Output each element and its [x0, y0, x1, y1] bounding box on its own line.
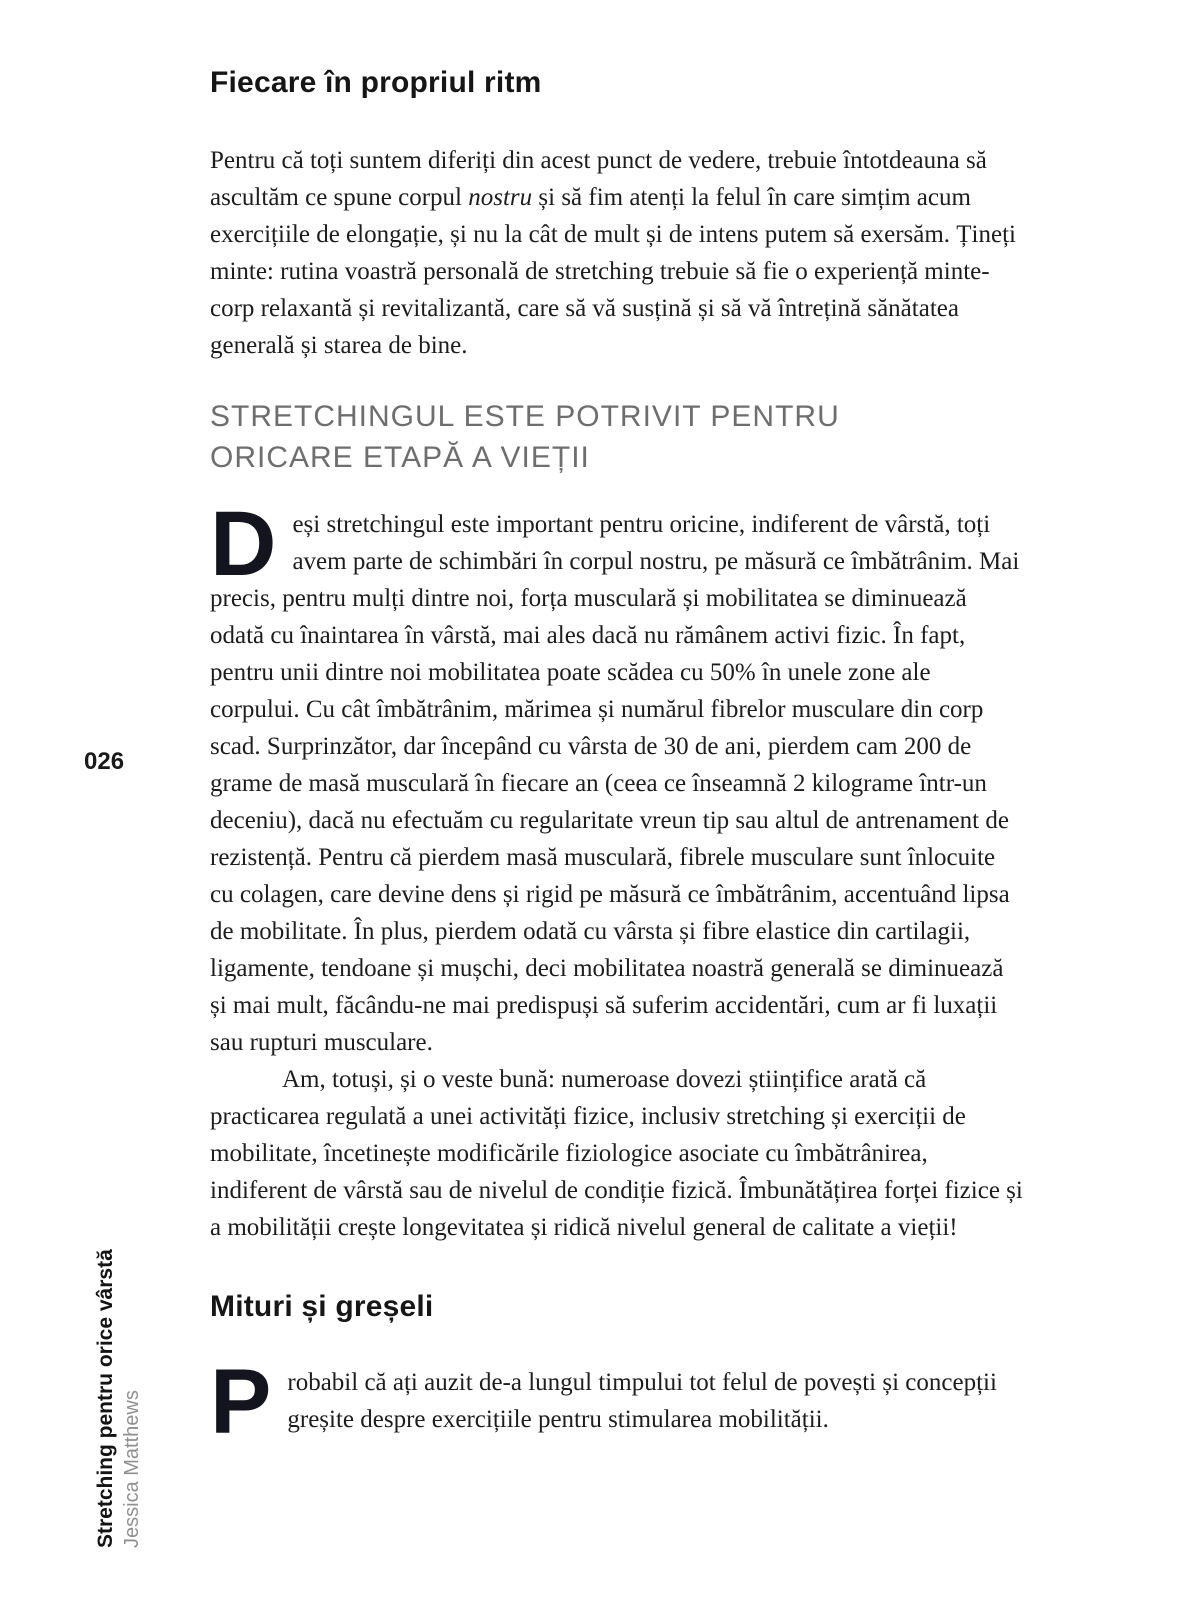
paragraph-stretching-age-text: eși stretchingul este important pentru oricine, indiferent de vârstă, toți avem parte de schimbări în corpul nostru, pe măsură ce îmbătrânim. Mai precis, pentru mulți dintre noi, forța musculară și mobilitatea se diminuează odată cu înaintarea în vârstă, mai ales dacă nu rămânem activi fizic. În fapt, pentru unii dintre noi mobilitatea poate scădea cu 50% în unele zone ale corpului. Cu cât îmbătrânim, mărimea și numărul fibrelor musculare din corp scad. Surprinzător, dar începând cu vârsta de 30 de ani, pierdem cam 200 de grame de masă musculară în fiecare an (ceea ce înseamnă 2 kilograme într-un deceniu), dacă nu efectuăm cu regularitate vreun tip sau altul de antrenament de rezistență. Pentru că pierdem masă musculară, fibrele musculare sunt înlocuite cu colagen, care devine dens și rigid pe măsură ce îmbătrânim, accentuând lipsa de mobilitate. În plus, pierdem odată cu vârsta și fibre elastice din cartilagii, ligamente, tendoane și mușchi, deci mobilitatea noastră generală se diminuează și mai mult, făcându-ne mai predispuși să suferim accidentări, cum ar fi luxații sau rupturi musculare. — [210, 511, 1020, 1056]
paragraph-myths-text: robabil că ați auzit de-a lungul timpului tot felul de povești și concepții greșite despre exercițiile pentru stimularea mobilității. — [287, 1369, 997, 1433]
section-heading-line2: ORICARE ETAPĂ A VIEȚII — [210, 441, 590, 474]
paragraph-good-news: Am, totuși, și o veste bună: numeroase dovezi științifice arată că practicarea regulată a unei activități fizice, inclusiv stretching și exerciții de mobilitate, încetinește modificările fiziologice asociate cu îmbătrânirea, indiferent de vârstă sau de nivelul de condiție fizică. Îmbunătățirea forței fizice și a mobilității crește longevitatea și ridică nivelul general de calitate a vieții! — [210, 1066, 1023, 1241]
section-heading — [210, 396, 1024, 478]
paragraph-intro-part2: și să fim atenți la felul în care simțim acum exercițiile de elongație, și nu la cât de mult și de intens putem să exersăm. Țineți minte: rutina voastră personală de stretching trebuie să fie o experiență minte-corp relaxantă și revitalizantă, care să vă susțină și să vă întrețină sănătatea generală și starea de bine. — [210, 184, 1016, 359]
dropcap-d: D — [210, 493, 277, 595]
paragraph-intro-part1: Pentru că toți suntem diferiți din acest punct de vedere, trebuie întotdeauna să ascultăm ce spune corpul — [210, 147, 987, 211]
paragraph-intro — [210, 142, 1024, 364]
paragraph-myths — [210, 1351, 1024, 1453]
page-number: 026 — [84, 748, 125, 775]
paragraph-intro-italic: nostru — [468, 184, 533, 211]
heading-mituri-si-greseli: Mituri și greșeli — [210, 1290, 434, 1323]
book-author: Jessica Matthews — [121, 1390, 143, 1548]
page-content — [210, 66, 1024, 1453]
dropcap-p: P — [210, 1351, 272, 1453]
book-title: Stretching pentru orice vârstă — [94, 1249, 117, 1548]
spine-text — [92, 1249, 146, 1548]
heading-fiecare-in-propriul-ritm: Fiecare în propriul ritm — [210, 66, 542, 99]
paragraph-stretching-age — [210, 493, 1024, 1061]
section-heading-line1: STRETCHINGUL ESTE POTRIVIT PENTRU — [210, 400, 840, 433]
